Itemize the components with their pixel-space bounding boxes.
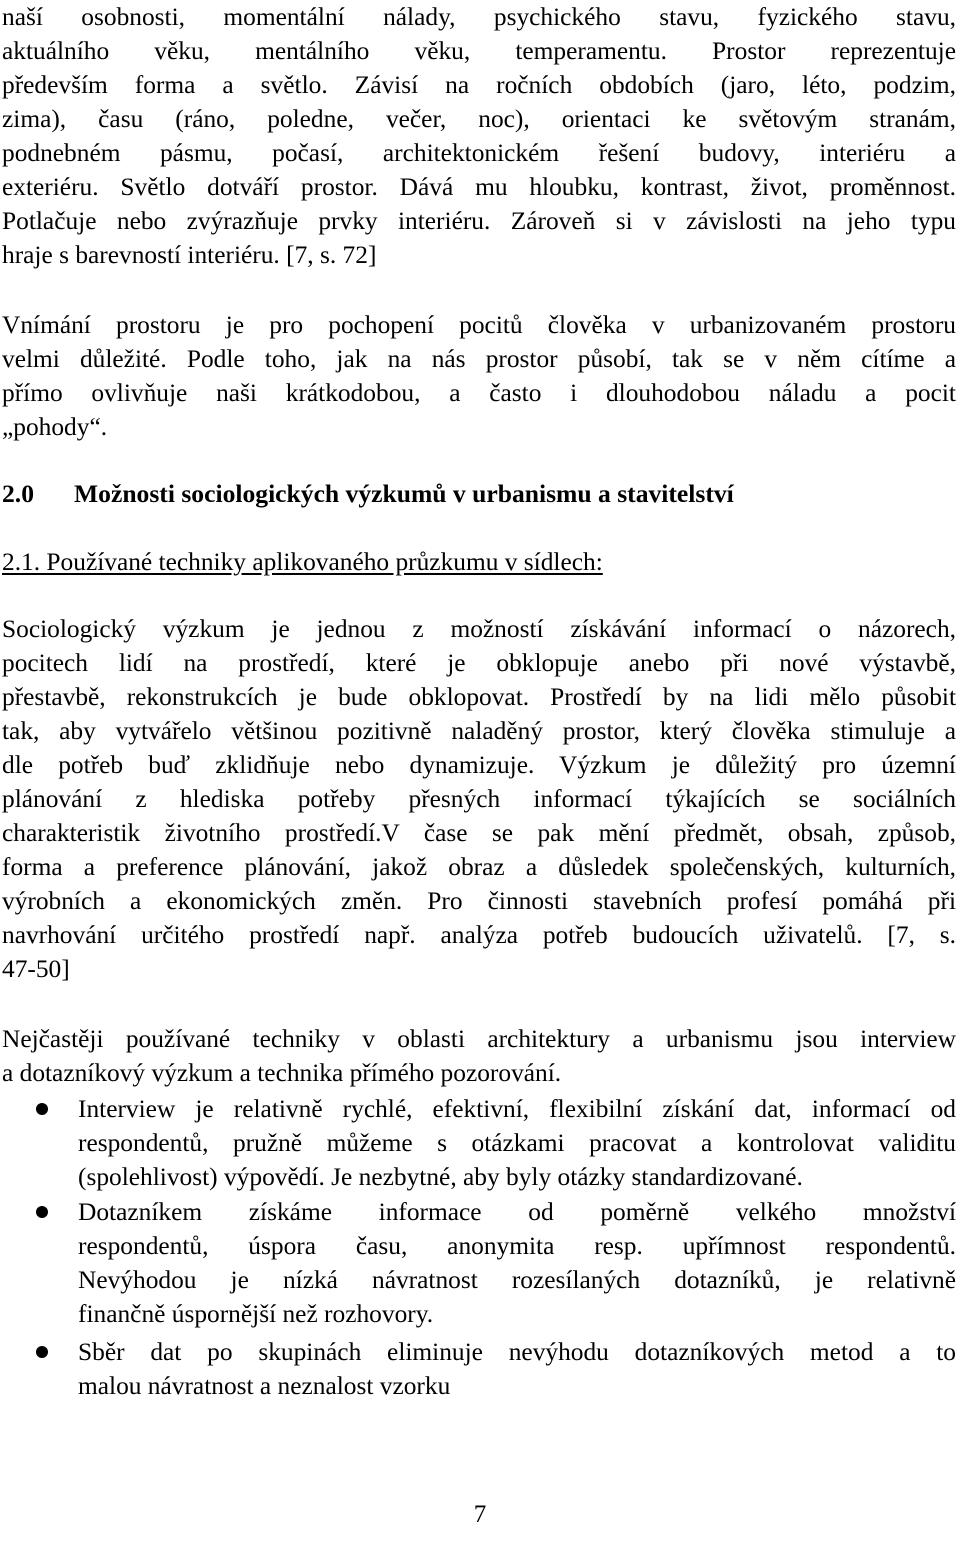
paragraph-light: [2, 0, 956, 272]
paragraph-techniques: [2, 1022, 956, 1090]
subsection-heading: [2, 545, 956, 579]
section-heading: [2, 477, 956, 511]
text-line: forma a preference plánování, jakož obraz a důsledek společenských, kulturních,: [2, 853, 956, 881]
text-line: dle potřeb buď zklidňuje nebo dynamizuje. Výzkum je důležitý pro územní: [2, 751, 956, 779]
bullet-icon: [36, 1103, 48, 1115]
text-line: velmi důležité. Podle toho, jak na nás prostor působí, tak se v něm cítíme a: [2, 345, 956, 373]
text-line: Dotazníkem získáme informace od poměrně velkého množství: [78, 1198, 956, 1226]
page-number: 7: [473, 1501, 487, 1528]
text-line: Interview je relativně rychlé, efektivní, flexibilní získání dat, informací od: [78, 1095, 956, 1123]
text-line: 47-50]: [2, 955, 70, 983]
text-line: finančně úspornější než rozhovory.: [78, 1300, 434, 1328]
text-line: přestavbě, rekonstrukcích je bude obklopovat. Prostředí by na lidi mělo působit: [2, 683, 956, 711]
text-line: hraje s barevností interiéru. [7, s. 72]: [2, 241, 377, 269]
text-line: (spolehlivost) výpovědí. Je nezbytné, aby byly otázky standardizované.: [78, 1163, 803, 1191]
section-number: 2.0: [2, 479, 34, 508]
text-line: naší osobnosti, momentální nálady, psychického stavu, fyzického stavu,: [2, 3, 956, 31]
text-line: především forma a světlo. Závisí na ročních obdobích (jaro, léto, podzim,: [2, 71, 956, 99]
paragraph-perception: [2, 308, 956, 444]
text-line: Nevýhodou je nízká návratnost rozesílaných dotazníků, je relativně: [78, 1266, 956, 1294]
text-line: Potlačuje nebo zvýrazňuje prvky interiéru. Zároveň si v závislosti na jeho typu: [2, 207, 956, 235]
bullet-icon: [36, 1206, 48, 1218]
text-line: tak, aby vytvářelo většinou pozitivně naladěný prostor, který člověka stimuluje a: [2, 717, 956, 745]
text-line: pocitech lidí na prostředí, které je obklopuje anebo při nové výstavbě,: [2, 649, 956, 677]
text-line: a dotazníkový výzkum a technika přímého pozorování.: [2, 1059, 562, 1087]
text-line: respondentů, úspora času, anonymita resp. upřímnost respondentů.: [78, 1232, 956, 1260]
text-line: výrobních a ekonomických změn. Pro činnosti stavebních profesí pomáhá při: [2, 887, 956, 915]
text-line: aktuálního věku, mentálního věku, temperamentu. Prostor reprezentuje: [2, 37, 956, 65]
paragraph-research: [2, 612, 956, 986]
text-line: Sběr dat po skupinách eliminuje nevýhodu dotazníkových metod a to: [78, 1338, 956, 1366]
subsection-title: 2.1. Používané techniky aplikovaného průzkumu v sídlech:: [2, 548, 603, 576]
text-line: Sociologický výzkum je jednou z možností získávání informací o názorech,: [2, 615, 956, 643]
text-line: přímo ovlivňuje naši krátkodobou, a často i dlouhodobou náladu a pocit: [2, 379, 956, 407]
text-line: Nejčastěji používané techniky v oblasti architektury a urbanismu jsou interview: [2, 1025, 956, 1053]
text-line: exteriéru. Světlo dotváří prostor. Dává mu hloubku, kontrast, život, proměnnost.: [2, 173, 956, 201]
text-line: charakteristik životního prostředí.V čase se pak mění předmět, obsah, způsob,: [2, 819, 956, 847]
text-line: Vnímání prostoru je pro pochopení pocitů člověka v urbanizovaném prostoru: [2, 311, 956, 339]
text-line: „pohody“.: [2, 413, 108, 441]
text-line: plánování z hlediska potřeby přesných informací týkajících se sociálních: [2, 785, 956, 813]
text-line: malou návratnost a neznalost vzorku: [78, 1372, 451, 1400]
text-line: navrhování určitého prostředí např. analýza potřeb budoucích uživatelů. [7, s.: [2, 921, 956, 949]
text-line: podnebném pásmu, počasí, architektonickém řešení budovy, interiéru a: [2, 139, 956, 167]
section-title: Možnosti sociologických výzkumů v urbanismu a stavitelství: [74, 479, 734, 508]
text-line: zima), času (ráno, poledne, večer, noc), orientaci ke světovým stranám,: [2, 105, 956, 133]
text-line: respondentů, pružně můžeme s otázkami pracovat a kontrolovat validitu: [78, 1129, 956, 1157]
bullet-icon: [36, 1346, 48, 1358]
